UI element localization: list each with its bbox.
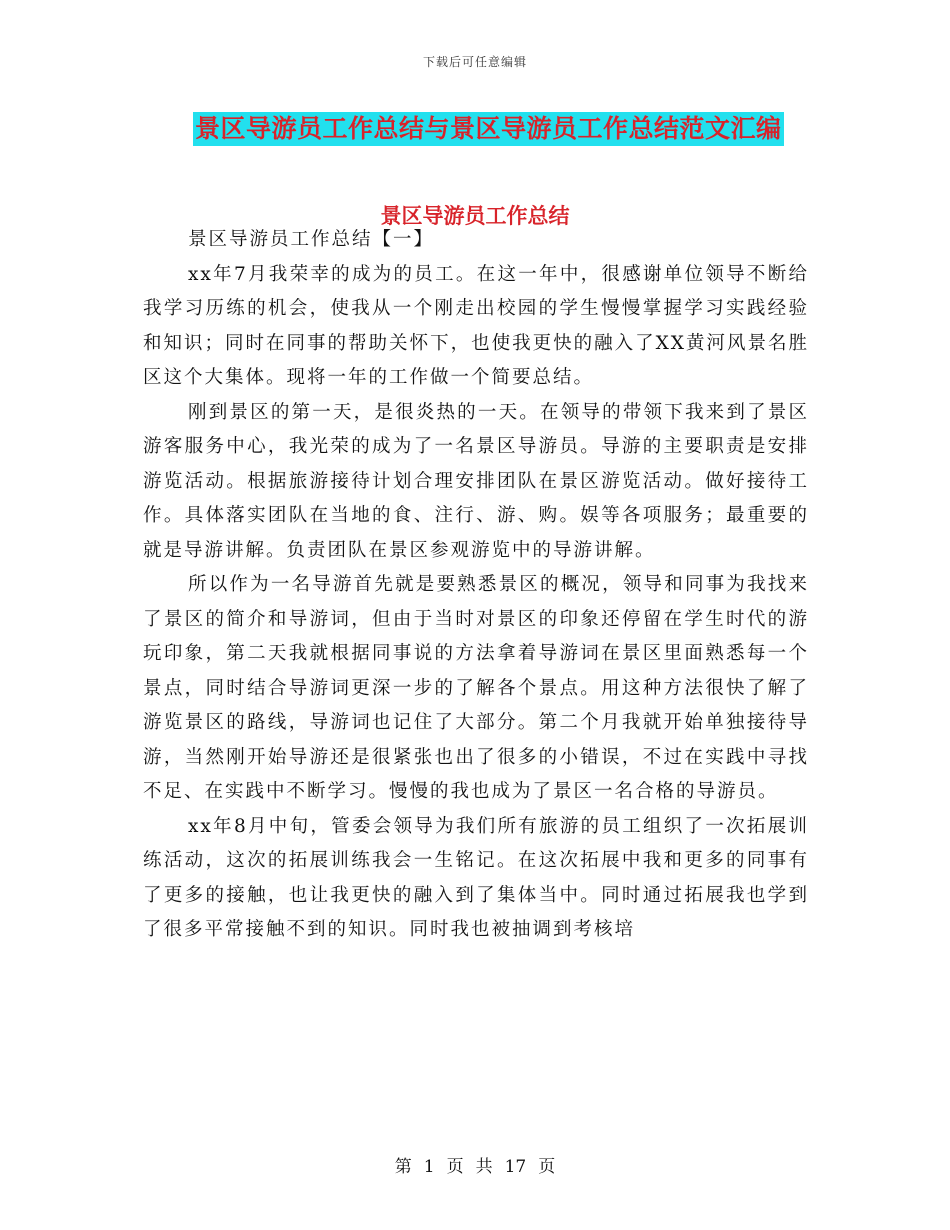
page-label-prefix: 第 [394,1157,412,1177]
section-label: 景区导游员工作总结【一】 [188,229,435,250]
document-body [143,223,809,948]
header-note: 下载后可任意编辑 [422,55,527,69]
document-title: 景区导游员工作总结与景区导游员工作总结范文汇编 [193,112,784,146]
page-footer [0,1152,950,1177]
total-prefix: 共 [475,1157,493,1177]
total-suffix: 页 [538,1157,556,1177]
paragraph: 所以作为一名导游首先就是要熟悉景区的概况，领导和同事为我找来了景区的简介和导游词，但由于当时对景区的印象还停留在学生时代的游玩印象，第二天我就根据同事说的方法拿着导游词在景区里面熟悉每一个景点，同时结合导游词更深一步的了解各个景点。用这种方法很快了解了游览景区的路线，导游词也记住了大部分。第二个月我就开始单独接待导游，当然刚开始导游还是很紧张也出了很多的小错误，不过在实践中寻找不足、在实践中不断学习。慢慢的我也成为了景区一名合格的导游员。 [143,574,809,802]
paragraph: 刚到景区的第一天，是很炎热的一天。在领导的带领下我来到了景区游客服务中心，我光荣的成为了一名景区导游员。导游的主要职责是安排游览活动。根据旅游接待计划合理安排团队在景区游览活动。做好接待工作。具体落实团队在当地的食、注行、游、购。娱等各项服务；最重要的就是导游讲解。负责团队在景区参观游览中的导游讲解。 [143,401,809,561]
section-title: 景区导游员工作总结 [380,204,570,228]
total-pages: 17 [504,1157,527,1177]
paragraph: xx年8月中旬，管委会领导为我们所有旅游的员工组织了一次拓展训练活动，这次的拓展训练我会一生铭记。在这次拓展中我和更多的同事有了更多的接触，也让我更快的融入到了集体当中。同时通过拓展我也学到了很多平常接触不到的知识。同时我也被抽调到考核培 [143,815,809,940]
paragraph: xx年7月我荣幸的成为的员工。在这一年中，很感谢单位领导不断给我学习历练的机会，使我从一个刚走出校园的学生慢慢掌握学习实践经验和知识；同时在同事的帮助关怀下，也使我更快的融入了XX黄河风景名胜区这个大集体。现将一年的工作做一个简要总结。 [143,263,809,388]
page-label-mid: 页 [446,1157,464,1177]
page-number: 1 [423,1157,435,1177]
